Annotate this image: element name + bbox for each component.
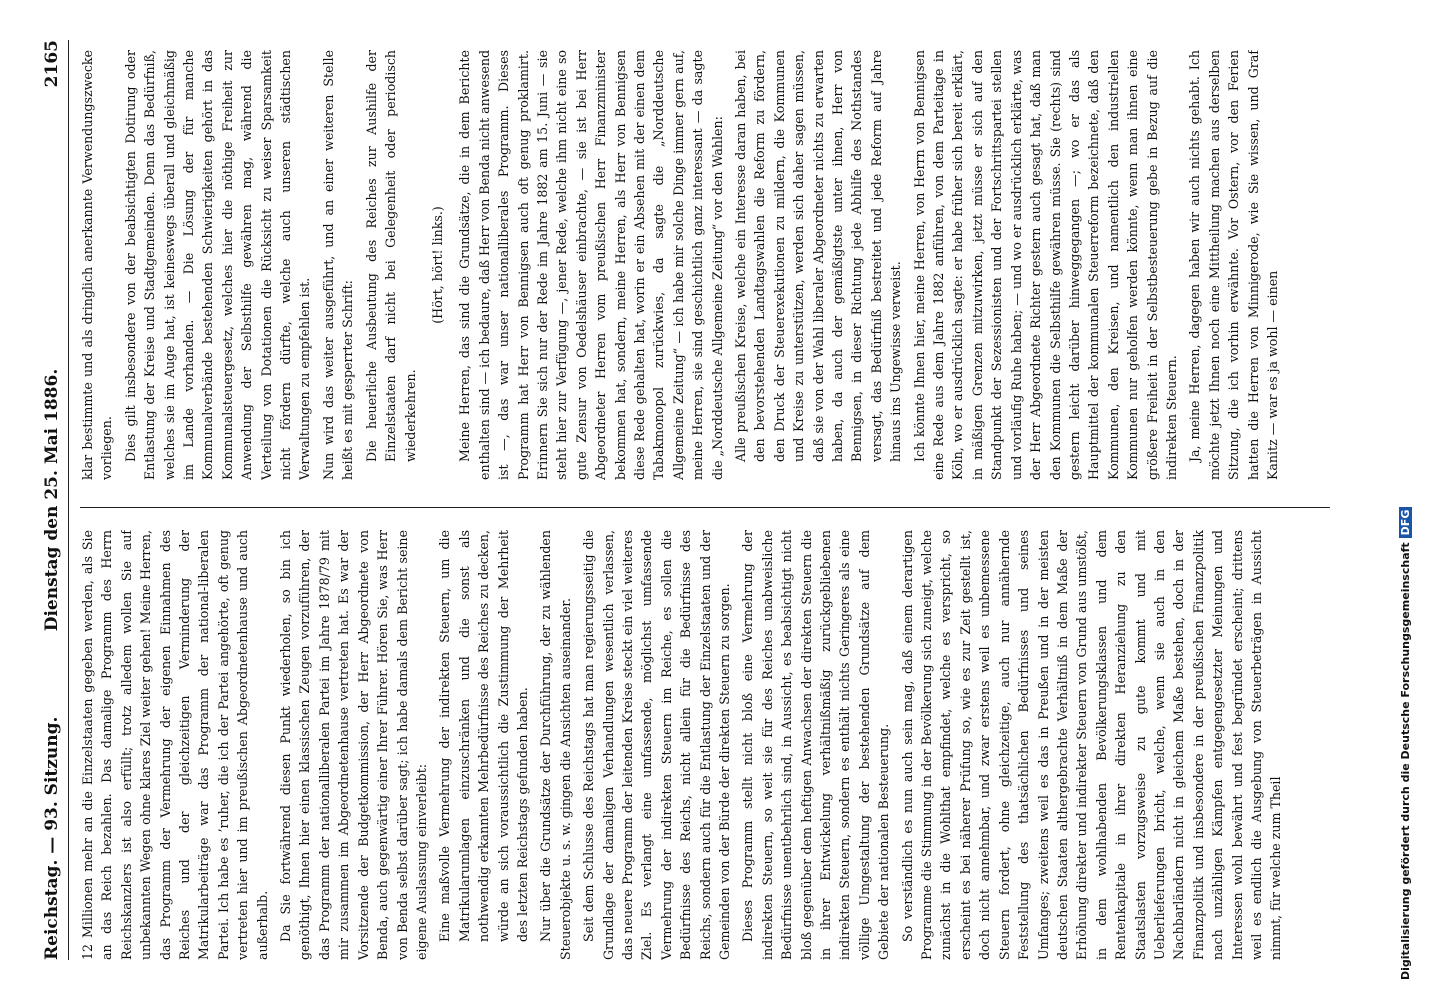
paragraph: (Hört, hört! links.) bbox=[429, 206, 445, 324]
paragraph: Meine Herren, das sind die Grundsätze, die in dem Berichte enthalten sind — ich bedaure, daß Herr von Benda nicht anwesend ist —, das war unser nationalliberales Programm. Dieses Programm hat Herr von Bennigsen auch oft genug proklamirt. Erinnern Sie sich nur der Rede im Jahre 1882 am 15. Juni — sie steht hier zur Verfügung —, jener Rede, welche ihm nicht eine so gute Zensur von Oedelshäuser einbrachte, — sie ist bei Herr Abgeordneter Herren vom preußischen Herr Finanzminister bekommen hat, sondern, meine Herren, als Herr von Bennigsen diese Rede gehalten hat, worin er ein Absehen mit der einen dem Tabakmonopol zurückwies, da sagte die „Norddeutsche Allgemeine Zeitung“ — ich habe mir solche Dinge immer gern auf, meine Herren, sie sind geschichtlich ganz interessant — da sagte die „Norddeutsche Allgemeine Zeitung“ vor den Wahlen: bbox=[457, 50, 725, 480]
paragraph: Eine maßvolle Vermehrung der indirekten Steuern, um die Matrikularumlagen einzuschränken und die sonst als nothwendig erkannten Mehrbedürfnisse des Reiches zu decken, würde an sich voraussichtlich die Zustimmung der Mehrheit des letzten Reichstags gefunden haben. bbox=[437, 530, 530, 942]
digitization-sidebar bbox=[1395, 20, 1417, 980]
header-rule bbox=[68, 40, 69, 960]
paragraph: Alle preußischen Kreise, welche ein Interesse daran haben, bei den bevorstehenden Landtagswahlen die Reform zu fördern, den Druck der Steuerexekutionen zu mildern, die Kommunen und Kreise zu unterstützen, werden sich daher sagen müssen, daß sie von der Wahl liberaler Abgeordneter nichts zu erwarten haben, da auch der gemäßigtste unter ihnen, Herr von Bennigsen, in dieser Richtung jede Abhilfe des Nothstandes versagt, das Bedürfniß bestreitet und jede Reform auf Jahre hinaus ins Ungewisse verweist. bbox=[733, 50, 904, 462]
paragraph: klar bestimmte und als dringlich anerkannte Verwendungszwecke vorliegen. bbox=[80, 50, 115, 480]
paragraph: Nun wird das weiter ausgeführt, und an einer weiteren Stelle heißt es mit gesperrter Schrift: bbox=[320, 50, 356, 480]
paragraph: Dies gilt insbesondere von der beabsichtigten Dotirung oder Entlastung der Kreise und Stadtgemeinden. Denn das Bedürfniß, welches sie im Auge hat, ist keineswegs überall und gleichmäßig im Lande vorhanden. — Die Lösung der für manche Kommunalverbände bestehenden Schwierigkeiten gehört in das Kommunalsteuergesetz, welches hier die nöthige Freiheit zur Anwendung der Selbsthilfe gewähren mag, während die Verteilung von Dotationen die Rücksicht zu weiser Sparsamkeit nicht fördern dürfte, welche auch unseren städtischen Verwaltungen zu empfehlen ist. bbox=[122, 50, 313, 480]
paragraph: Ja, meine Herren, dagegen haben wir auch nichts gehabt. Ich möchte jetzt Ihnen noch eine Mittheilung machen aus derselben Sitzung, die ich vorhin erwähnte. Vor Ostern, vor den Ferien hatten die Herren von Minnigerode, wie Sie wissen, und Graf Kanitz — war es ja wohl — einen bbox=[1187, 50, 1280, 480]
left-column bbox=[78, 530, 1338, 960]
header-session: Reichstag. — 93. Sitzung. bbox=[42, 716, 62, 960]
sidebar-text-wrap bbox=[1395, 20, 1417, 980]
header-date: Dienstag den 25. Mai 1886. bbox=[42, 368, 62, 632]
paragraph: 12 Millionen mehr an die Einzelstaaten gegeben werden, als Sie an das Reich bezahlen. Das damalige Programm des Herrn Reichskanzlers ist also erfüllt; trotz alledem wollen Sie auf unbekannten Wegen ohne klares Ziel weiter gehen! Meine Herren, das Programm der Vermehrung der eigenen Einnahmen des Reiches und der gleichzeitigen Verminderung der Matrikularbeiträge war das Programm der national-liberalen Partei. Ich habe es ’ruher, die ich der Partei angehörte, oft genug vertreten hier und im preußischen Abgeordnetenhause und auch außerhalb. bbox=[80, 530, 270, 960]
paragraph: Dieses Programm stellt nicht bloß eine Vermehrung der indirekten Steuern, so weit sie für des Reiches unabweisliche Bedürfnisse unentbehrlich sind, in Aussicht, es beabsichtigt nicht bloß gegenüber dem heftigen Anwachsen der direkten Steuern die in ihrer Entwickelung verhältnißmäßig zurückgebliebenen indirekten Steuern, sondern es enthält nichts Geringeres als eine völlige Umgestaltung der bestehenden Grundsätze auf dem Gebiete der nationalen Besteuerung. bbox=[740, 530, 892, 960]
paragraph: Die heuerliche Ausbeutung des Reiches zur Aushilfe der Einzelstaaten darf nicht bei Gelegenheit oder periodisch wiederkehren. bbox=[363, 50, 418, 462]
paragraph: Da Sie fortwährend diesen Punkt wiederholen, so bin ich genöthigt, Ihnen hier einen klassischen Zeugen vorzuführen, der das Programm der nationalliberalen Partei im Jahre 1878/79 mit mir zusammen im Abgeordnetenhause vertreten hat. Es war der Vorsitzende der Budgetkommission, der Herr Abgeordnete von Benda, auch gegenwärtig einer Ihrer Führer. Hören Sie, was Herr von Benda selbst darüber sagt; ich habe damals dem Bericht seine eigene Auslassung einverleibt: bbox=[278, 530, 429, 960]
column-divider bbox=[80, 507, 1330, 508]
sidebar-credit: Digitalisierung gefördert durch die Deutsche Forschungsgemeinschaft bbox=[1399, 542, 1412, 980]
right-column bbox=[78, 50, 1338, 480]
page-number: 2165 bbox=[42, 40, 62, 88]
paragraph: So verständlich es nun auch sein mag, daß einem derartigen Programme die Stimmung in der Bevölkerung sich zuneigt, welche zunächst in die Wohlthat empfindet, welche es verspricht, so erscheint es bei näherer Prüfung so, wie es zur Zeit gestellt ist, doch nicht annehmbar, und zwar erstens weil es unbemessene Steuern fordert, ohne gleichzeitige, auch nur annähernde Feststellung des thatsächlichen Bedürfnisses und seines Umfanges; zweitens weil es das in Preußen und in der meisten deutschen Staaten althergebrachte Verhältniß in dem Maße der Erhöhung direkter und indirekter Steuern von Grund aus umstößt, in dem wohlhabenden Bevölkerungsklassen und dem Rentenkapitale in ihrer direkten Heranziehung zu den Staatslasten vorzugsweise zu gute kommt und mit Ueberlieferungen bricht, welche, wenn sie auch in den Nachbarländern nicht in gleichem Maße bestehen, doch in der Finanzpolitik und insbesondere in der preußischen Finanzpolitik nach unzähligen Kämpfen entgegengesetzter Meinungen und Interessen wohl bewährt und fest begründet erscheint; drittens weil es endlich die Ausgebung von Steuerbeträgen in Aussicht nimmt, für welche zum Theil bbox=[899, 530, 1284, 960]
paragraph: Nur über die Grundsätze der Durchführung, der zu wählenden Steuerobjekte u. s. w. gingen die Ansichten auseinander. bbox=[538, 530, 573, 960]
paragraph: Ich könnte Ihnen hier, meine Herren, von Herrn von Bennigsen eine Rede aus dem Jahre 1882 anführen, von dem Parteitage in Köln, wo er ausdrücklich sagte: er habe früher sich bereit erklärt, in mäßigen Grenzen mitzuwirken, jetzt müsse er sich auf den Standpunkt der Sezessionisten und der Fortschrittspartei stellen und vorläufig Ruhe haben; — und wo er ausdrücklich erklärte, was der Herr Abgeordnete Richter gestern auch gesagt hat, daß man den Kommunen die Selbsthilfe gewähren müsse. Sie (rechts) sind gestern leicht darüber hinweggegangen —; wo er das als Hauptmittel der kommunalen Steuerreform bezeichnete, daß den Kommunen, den Kreisen, und namentlich den industriellen Kommunen nur geholfen werden könnte, wenn man ihnen eine größere Freiheit in der Selbstbesteuerung gebe in Bezug auf die indirekten Steuern. bbox=[911, 50, 1179, 480]
dfg-logo: DFG bbox=[1399, 507, 1412, 539]
paragraph: Seit dem Schlusse des Reichstags hat man regierungsseitig die Grundlage der damaligen Verhandlungen wesentlich verlassen, das neuere Programm der leitenden Kreise steckt ein viel weiteres Ziel. Es verlangt eine umfassende, möglichst umfassende Vermehrung der indirekten Steuern im Reiche, es sollen die Bedürfnisse des Reichs, nicht allein für die Bedürfnisse des Reichs, sondern auch für die Entlastung der Einzelstaaten und der Gemeinden von der Bürde der direkten Steuern zu sorgen. bbox=[581, 530, 732, 960]
